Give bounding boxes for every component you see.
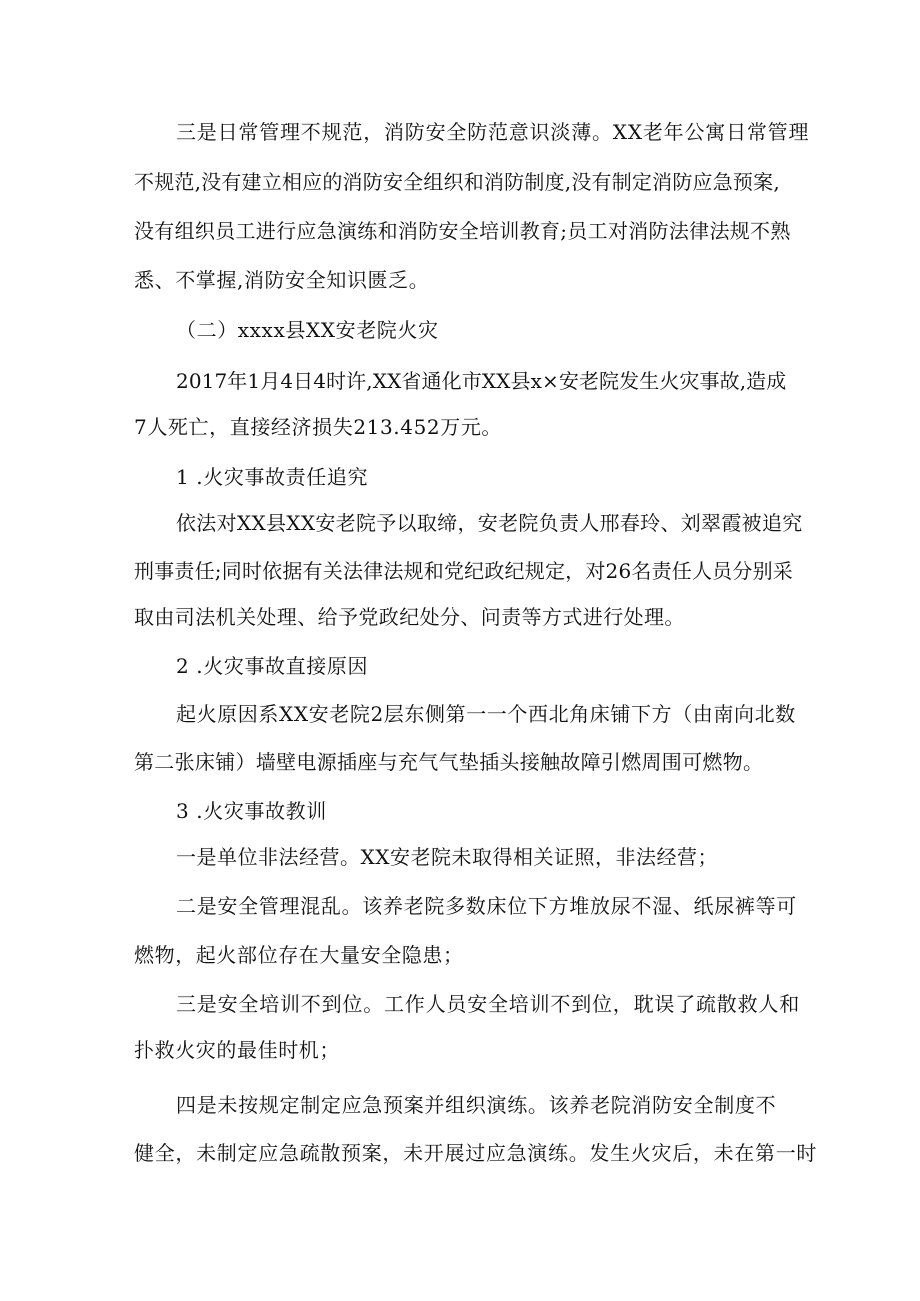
- subsection-heading: 1 .火灾事故责任追究: [176, 465, 369, 489]
- paragraph-line: 刑事责任;同时依据有关法律法规和党纪政纪规定，对26名责任人员分别采: [134, 559, 793, 583]
- paragraph-line: 2017年1月4日4时许,XX省通化市XX县x×安老院发生火灾事故,造成: [176, 369, 787, 393]
- paragraph-line: 没有组织员工进行应急演练和消防安全培训教育;员工对消防法律法规不熟: [134, 219, 791, 243]
- paragraph-line: 依法对XX县XX安老院予以取缔，安老院负责人邢春玲、刘翠霞被追究: [176, 511, 803, 535]
- paragraph-line: 一是单位非法经营。XX安老院未取得相关证照，非法经营；: [176, 845, 718, 869]
- paragraph-line: 取由司法机关处理、给予党政纪处分、问责等方式进行处理。: [134, 605, 685, 629]
- paragraph-line: 7人死亡，直接经济损失213.452万元。: [134, 415, 503, 439]
- section-heading: （二）xxxx县XX安老院火灾: [176, 318, 439, 342]
- paragraph-line: 三是安全培训不到位。工作人员安全培训不到位，耽误了疏散救人和: [176, 992, 800, 1016]
- paragraph-line: 二是安全管理混乱。该养老院多数床位下方堆放尿不湿、纸尿裤等可: [176, 894, 797, 918]
- subsection-heading: 2 .火灾事故直接原因: [176, 654, 369, 678]
- subsection-heading: 3 .火灾事故教训: [176, 799, 327, 823]
- paragraph-line: 四是未按规定制定应急预案并组织演练。该养老院消防安全制度不: [176, 1093, 777, 1117]
- paragraph-line: 燃物，起火部位存在大量安全隐患；: [134, 943, 464, 967]
- paragraph-line: 第二张床铺）墙壁电源插座与充气气垫插头接触故障引燃周围可燃物。: [134, 750, 764, 774]
- paragraph-line: 不规范,没有建立相应的消防安全组织和消防制度,没有制定消防应急预案,: [134, 170, 780, 194]
- paragraph-line: 悉、不掌握,消防安全知识匮乏。: [134, 268, 430, 292]
- paragraph-line: 起火原因系XX安老院2层东侧第一一个西北角床铺下方（由南向北数: [176, 702, 796, 726]
- paragraph-line: 扑救火灾的最佳时机；: [134, 1038, 340, 1062]
- paragraph-line: 健全，未制定应急疏散预案，未开展过应急演练。发生火灾后，未在第一时: [134, 1141, 818, 1165]
- paragraph-line: 三是日常管理不规范，消防安全防范意识淡薄。XX老年公寓日常管理: [176, 120, 810, 144]
